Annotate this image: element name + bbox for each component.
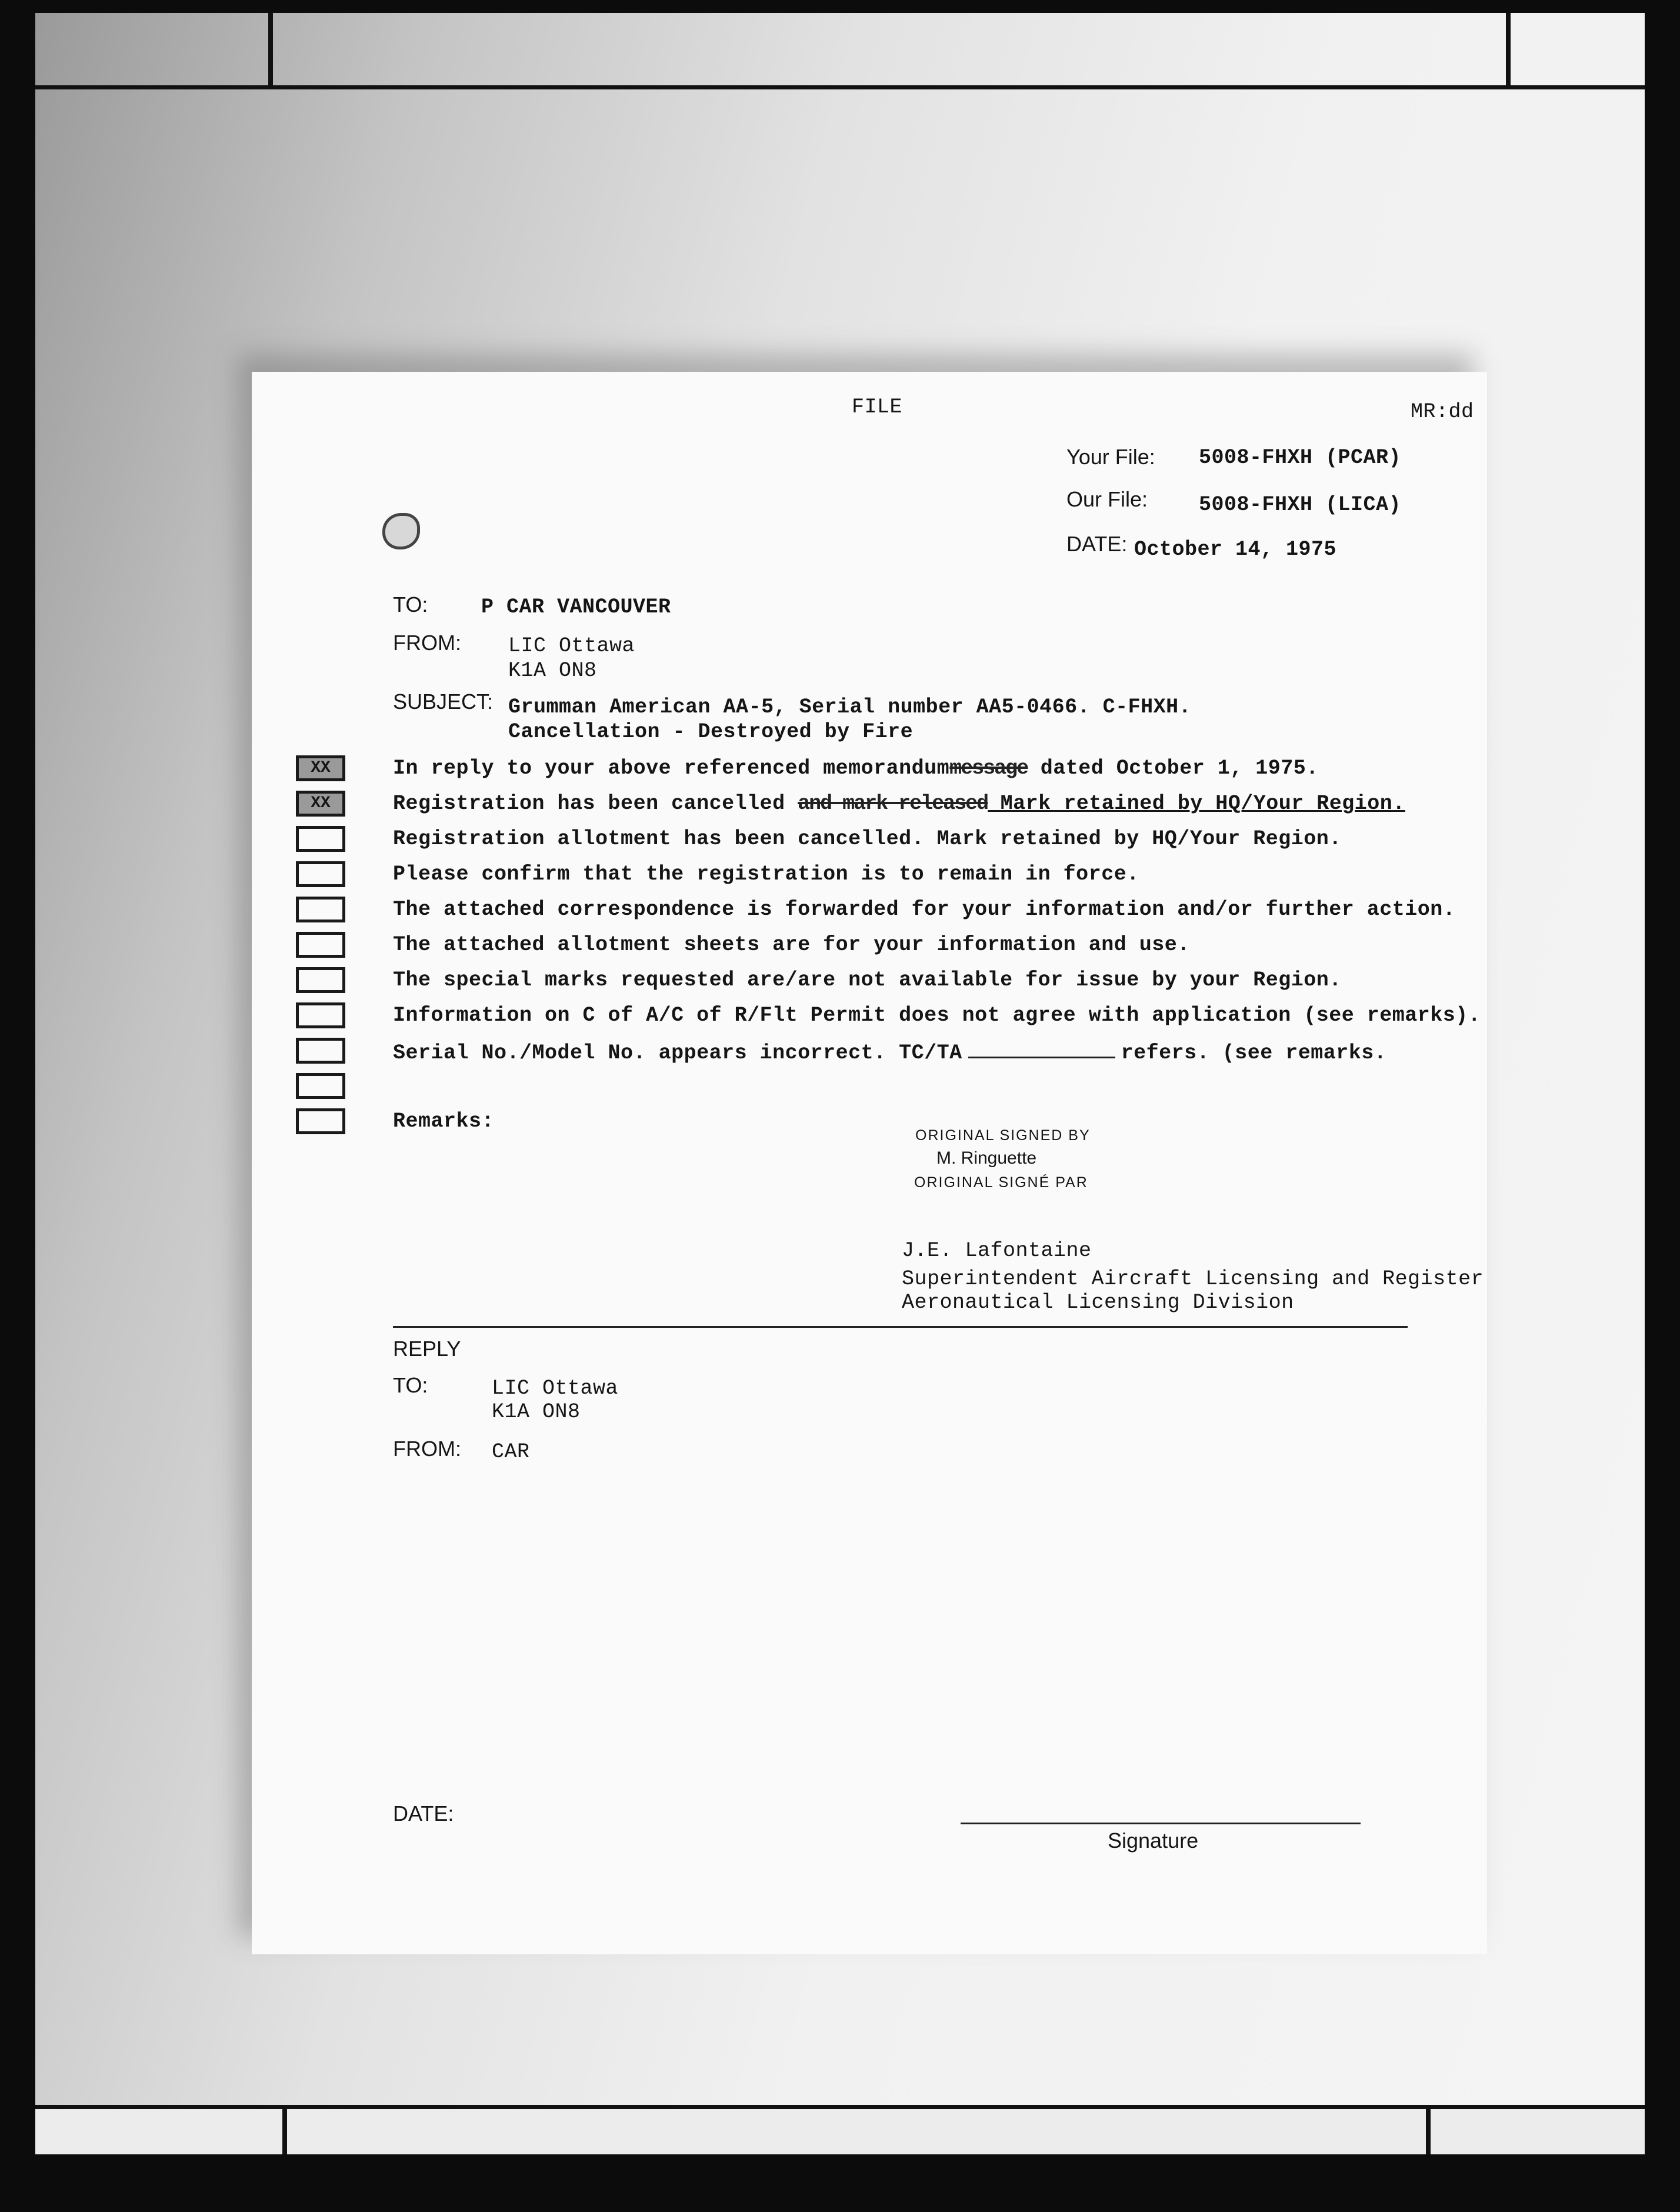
item-9-pre: Serial No./Model No. appears incorrect. TC/TA <box>393 1041 962 1065</box>
stamp-line-3: ORIGINAL SIGNÉ PAR <box>914 1174 1088 1191</box>
reply-from-value[interactable]: CAR <box>492 1440 530 1464</box>
signatory-name: J.E. Lafontaine <box>902 1239 1092 1262</box>
subject-line-2: Cancellation - Destroyed by Fire <box>508 720 914 744</box>
frame-divider <box>282 2109 287 2154</box>
date-value: October 14, 1975 <box>1134 538 1337 561</box>
your-file-label: Your File: <box>1066 445 1155 469</box>
subject-label: SUBJECT: <box>393 689 494 714</box>
signature-line[interactable] <box>961 1823 1361 1824</box>
tc-ta-blank[interactable] <box>968 1039 1115 1058</box>
item-5-text: The attached correspondence is forwarded for your information and/or further action. <box>393 898 1456 921</box>
frame-divider <box>268 13 273 89</box>
bottom-frame <box>35 2105 1645 2154</box>
item-1-post: dated October 1, 1975. <box>1040 757 1319 780</box>
checkbox-item-7[interactable] <box>296 967 345 993</box>
to-value: P CAR VANCOUVER <box>481 595 671 619</box>
memo-sheet <box>252 372 1487 1954</box>
item-9-text <box>393 1039 1386 1065</box>
reply-to-line-1[interactable]: LIC Ottawa <box>492 1377 619 1400</box>
item-3-text: Registration allotment has been cancelled. Mark retained by HQ/Your Region. <box>393 827 1342 851</box>
checkbox-item-5[interactable] <box>296 897 345 922</box>
checkbox-item-10[interactable] <box>296 1073 345 1099</box>
reply-from-label: FROM: <box>393 1437 461 1461</box>
from-line-1: LIC Ottawa <box>508 634 635 658</box>
signatory-title: Superintendent Aircraft Licensing and Register <box>902 1267 1484 1291</box>
reply-heading: REPLY <box>393 1337 461 1361</box>
subject-line-1: Grumman American AA-5, Serial number AA5-0466. C-FHXH. <box>508 695 1192 719</box>
reply-divider <box>393 1326 1408 1328</box>
item-2-post: Mark retained by HQ/Your Region. <box>988 792 1405 815</box>
item-6-text: The attached allotment sheets are for your information and use. <box>393 933 1190 957</box>
frame-divider <box>1426 2109 1431 2154</box>
checkbox-item-9[interactable] <box>296 1038 345 1064</box>
to-label: TO: <box>393 592 428 617</box>
item-2-struck: and mark released <box>798 792 988 815</box>
top-frame <box>35 13 1645 89</box>
checkbox-item-6[interactable] <box>296 932 345 958</box>
checkbox-item-11[interactable] <box>296 1108 345 1134</box>
item-2-text <box>393 792 1405 815</box>
item-1-text <box>393 757 1319 780</box>
frame-divider <box>1506 13 1511 89</box>
item-7-text: The special marks requested are/are not available for issue by your Region. <box>393 968 1342 992</box>
reply-to-label: TO: <box>393 1373 428 1397</box>
item-1-struck: message <box>949 757 1028 780</box>
remarks-label: Remarks: <box>393 1110 495 1133</box>
our-file-label: Our File: <box>1066 487 1148 511</box>
checkbox-item-2[interactable]: XX <box>296 791 345 817</box>
reply-to-line-2[interactable]: K1A ON8 <box>492 1400 581 1424</box>
our-file-value: 5008-FHXH (LICA) <box>1199 493 1402 517</box>
signatory-division: Aeronautical Licensing Division <box>902 1291 1294 1314</box>
typist-initials: MR:dd <box>1411 400 1474 424</box>
item-8-text: Information on C of A/C of R/Flt Permit does not agree with application (see remarks). <box>393 1004 1481 1027</box>
your-file-value: 5008-FHXH (PCAR) <box>1199 446 1402 469</box>
file-label: FILE <box>852 395 903 419</box>
item-2-pre: Registration has been cancelled <box>393 792 798 815</box>
checkbox-item-3[interactable] <box>296 826 345 852</box>
item-4-text: Please confirm that the registration is to remain in force. <box>393 862 1139 886</box>
checkbox-item-1[interactable]: XX <box>296 755 345 781</box>
checkbox-item-8[interactable] <box>296 1002 345 1028</box>
paper-clip-mark <box>382 513 420 549</box>
from-label: FROM: <box>393 631 461 655</box>
item-1-pre: In reply to your above referenced memorandum <box>393 757 950 780</box>
checkbox-item-4[interactable] <box>296 861 345 887</box>
stamp-line-1: ORIGINAL SIGNED BY <box>915 1127 1091 1144</box>
from-line-2: K1A ON8 <box>508 659 597 682</box>
signature-label: Signature <box>1108 1828 1199 1853</box>
date-label: DATE: <box>1066 532 1128 556</box>
item-9-post: refers. (see remarks. <box>1121 1041 1387 1065</box>
reply-date-label: DATE: <box>393 1801 454 1825</box>
stamp-name: M. Ringuette <box>936 1148 1037 1168</box>
scanned-page <box>35 13 1645 2154</box>
